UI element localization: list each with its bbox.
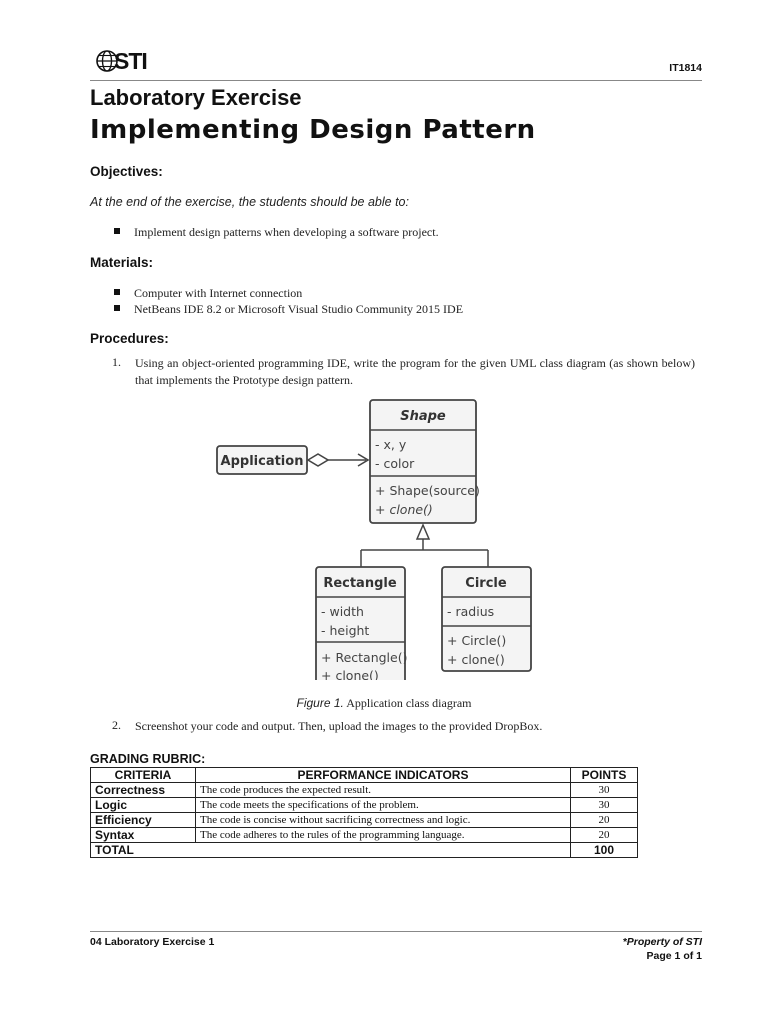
shape-attr: - color: [375, 456, 415, 471]
figure-caption: [0, 696, 768, 711]
rectangle-op: + clone(): [321, 668, 379, 680]
material-item: NetBeans IDE 8.2 or Microsoft Visual Studio Community 2015 IDE: [114, 302, 463, 317]
step-number: 1.: [112, 355, 121, 369]
figure-label: Figure 1.: [296, 696, 344, 710]
points-cell: 20: [571, 813, 638, 828]
rectangle-attr: - height: [321, 623, 370, 638]
rectangle-attr: - width: [321, 604, 364, 619]
criteria-cell: Syntax: [91, 828, 196, 843]
logo-text: STI: [114, 48, 147, 74]
indicator-cell: The code is concise without sacrificing correctness and logic.: [196, 813, 571, 828]
column-header: PERFORMANCE INDICATORS: [196, 768, 571, 783]
criteria-cell: Efficiency: [91, 813, 196, 828]
document-kind: Laboratory Exercise: [90, 85, 302, 110]
table-row: [91, 798, 638, 813]
total-label: TOTAL: [91, 843, 571, 858]
footer-left: 04 Laboratory Exercise 1: [90, 936, 215, 948]
course-code: IT1814: [669, 62, 702, 74]
total-row: [91, 843, 638, 858]
materials-heading: Materials:: [90, 255, 154, 270]
circle-name: Circle: [465, 576, 507, 591]
objectives-heading: Objectives:: [90, 164, 163, 179]
objectives-intro: At the end of the exercise, the students should be able to:: [90, 195, 409, 209]
step-text: Screenshot your code and output. Then, upload the images to the provided DropBox.: [135, 719, 543, 733]
footer-divider: [90, 931, 702, 932]
column-header: POINTS: [571, 768, 638, 783]
bullet-icon: [114, 228, 120, 234]
shape-attr: - x, y: [375, 437, 407, 452]
step-number: 2.: [112, 718, 121, 732]
circle-attr: - radius: [447, 604, 495, 619]
sti-logo: [96, 48, 156, 76]
rubric-title: GRADING RUBRIC:: [90, 752, 206, 766]
indicator-cell: The code meets the specifications of the problem.: [196, 798, 571, 813]
uml-class-diagram: [200, 390, 540, 680]
indicator-cell: The code adheres to the rules of the programming language.: [196, 828, 571, 843]
points-cell: 30: [571, 798, 638, 813]
aggregation-diamond: [308, 454, 328, 466]
circle-op: + clone(): [447, 652, 505, 667]
bullet-icon: [114, 289, 120, 295]
table-header-row: [91, 768, 638, 783]
circle-op: + Circle(): [447, 633, 507, 648]
points-cell: 30: [571, 783, 638, 798]
criteria-cell: Correctness: [91, 783, 196, 798]
step-text: Using an object-oriented programming IDE, write the program for the given UML class diagram (as shown below) that implements the Prototype design pattern.: [135, 356, 695, 387]
points-cell: 20: [571, 828, 638, 843]
figure-caption-text: Application class diagram: [343, 696, 472, 710]
shape-op: + Shape(source): [375, 483, 480, 498]
page-number: Page 1 of 1: [646, 950, 702, 962]
header-divider: [90, 80, 702, 81]
shape-name: Shape: [400, 409, 446, 424]
criteria-cell: Logic: [91, 798, 196, 813]
rectangle-name: Rectangle: [323, 576, 397, 591]
document-title: Implementing Design Pattern: [90, 115, 536, 145]
table-row: [91, 813, 638, 828]
shape-op: + clone(): [375, 502, 433, 517]
application-label: Application: [220, 454, 304, 469]
rubric-table: [90, 767, 638, 858]
material-item: Computer with Internet connection: [114, 286, 302, 301]
bullet-icon: [114, 305, 120, 311]
total-points: 100: [571, 843, 638, 858]
objective-item: Implement design patterns when developing a software project.: [114, 225, 439, 240]
inheritance-triangle-icon: [417, 525, 429, 539]
rectangle-op: + Rectangle(): [321, 650, 408, 665]
indicator-cell: The code produces the expected result.: [196, 783, 571, 798]
column-header: CRITERIA: [91, 768, 196, 783]
table-row: [91, 828, 638, 843]
procedures-heading: Procedures:: [90, 331, 169, 346]
footer-property: *Property of STI: [622, 936, 702, 948]
table-row: [91, 783, 638, 798]
